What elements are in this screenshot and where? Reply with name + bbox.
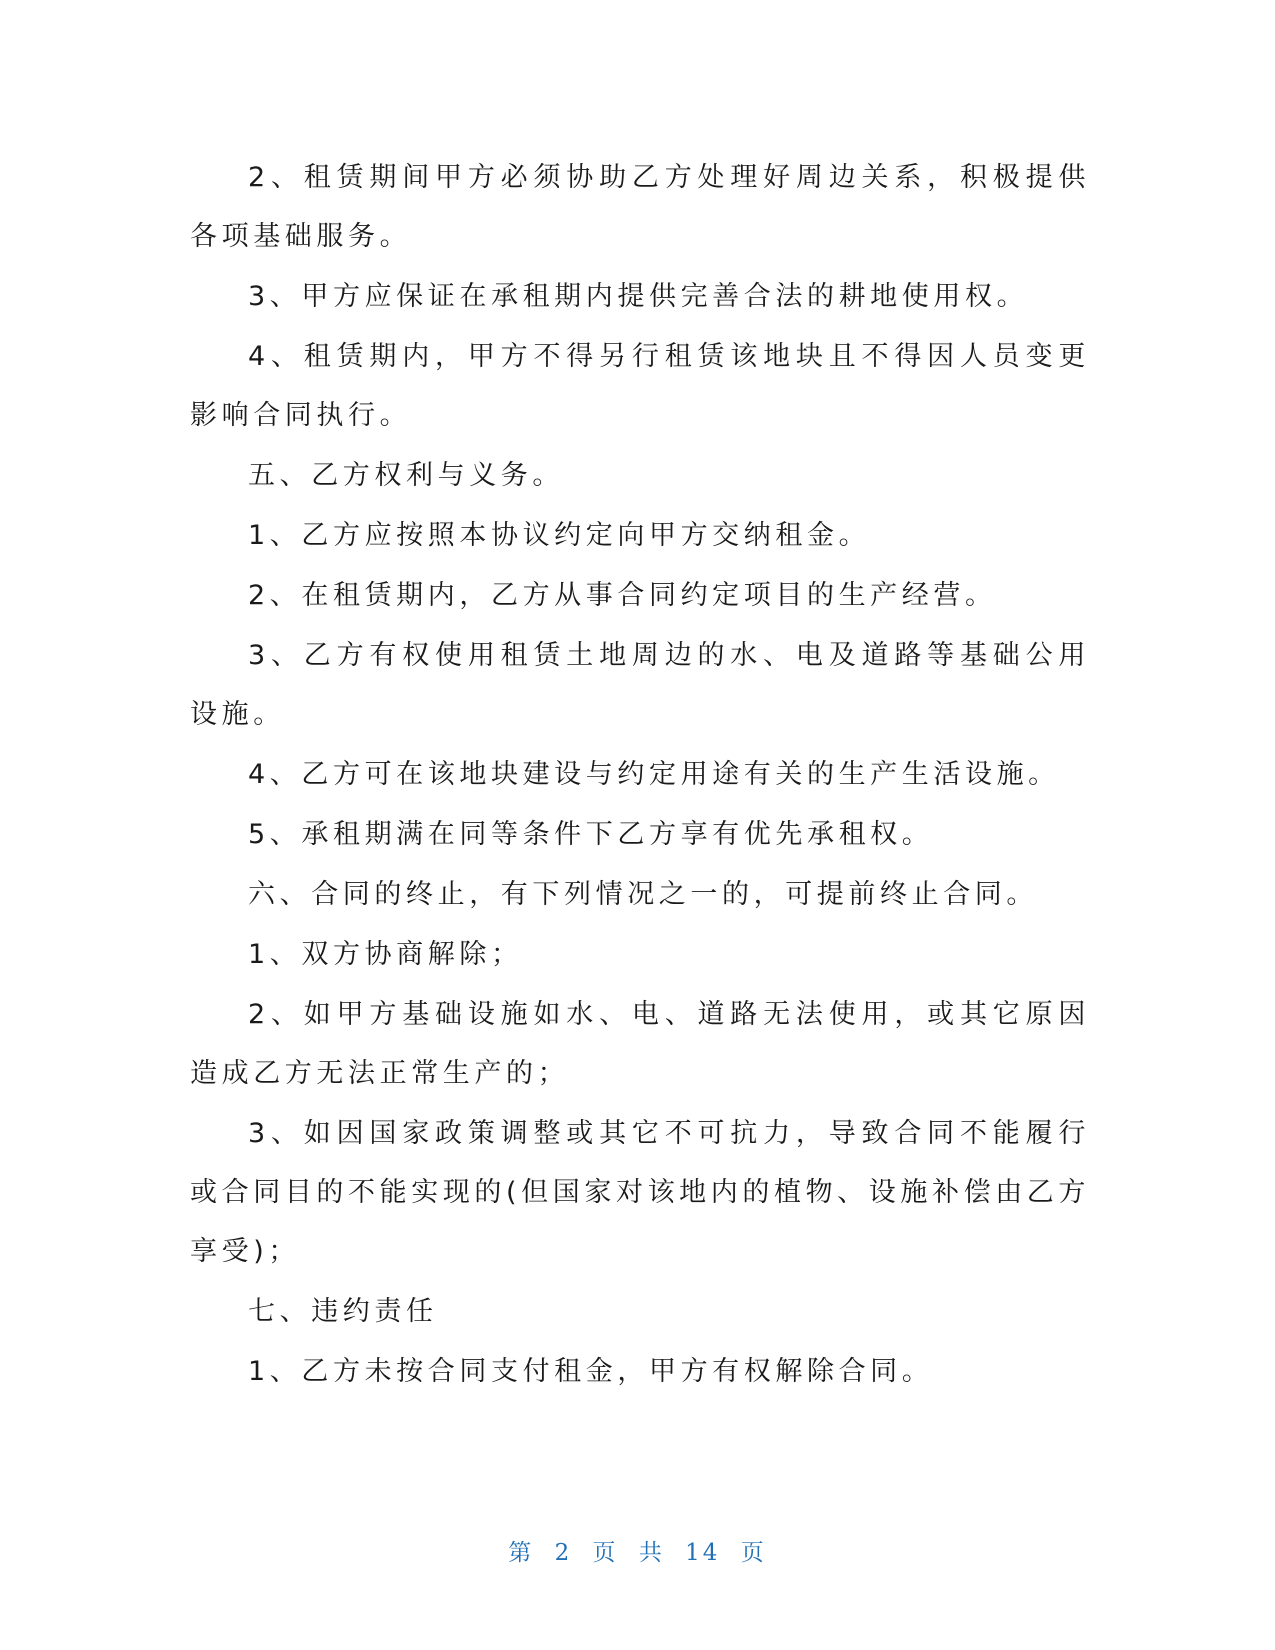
paragraph: 1、双方协商解除；: [248, 939, 523, 970]
footer-prefix: 第: [508, 1540, 535, 1566]
footer-suffix: 页: [740, 1540, 767, 1566]
paragraph: 2、在租赁期内，乙方从事合同约定项目的生产经营。: [248, 580, 997, 611]
current-page-number: 2: [554, 1540, 573, 1566]
paragraph: 3、如因国家政策调整或其它不可抗力，导致合同不能履行或合同目的不能实现的(但国家对该地内的植物、设施补偿由乙方享受)；: [190, 1118, 1090, 1267]
total-page-count: 14: [685, 1540, 721, 1566]
page-footer: [0, 1534, 1275, 1567]
paragraph: 1、乙方应按照本协议约定向甲方交纳租金。: [248, 520, 871, 551]
paragraph: 2、如甲方基础设施如水、电、道路无法使用，或其它原因造成乙方无法正常生产的；: [190, 999, 1090, 1089]
section-heading: 五、乙方权利与义务。: [248, 460, 564, 491]
footer-total-word: 共: [638, 1540, 665, 1566]
section-heading: 七、违约责任: [248, 1296, 438, 1327]
paragraph: 1、乙方未按合同支付租金，甲方有权解除合同。: [248, 1356, 934, 1387]
footer-page-word: 页: [592, 1540, 619, 1566]
document-body: [190, 148, 1090, 1402]
paragraph: 2、租赁期间甲方必须协助乙方处理好周边关系，积极提供各项基础服务。: [190, 162, 1090, 252]
paragraph: 3、甲方应保证在承租期内提供完善合法的耕地使用权。: [248, 281, 1029, 312]
section-heading: 六、合同的终止，有下列情况之一的，可提前终止合同。: [248, 879, 1038, 910]
paragraph: 4、乙方可在该地块建设与约定用途有关的生产生活设施。: [248, 759, 1060, 790]
paragraph: 4、租赁期内，甲方不得另行租赁该地块且不得因人员变更影响合同执行。: [190, 341, 1090, 431]
paragraph: 3、乙方有权使用租赁土地周边的水、电及道路等基础公用设施。: [190, 640, 1090, 730]
paragraph: 5、承租期满在同等条件下乙方享有优先承租权。: [248, 819, 934, 850]
